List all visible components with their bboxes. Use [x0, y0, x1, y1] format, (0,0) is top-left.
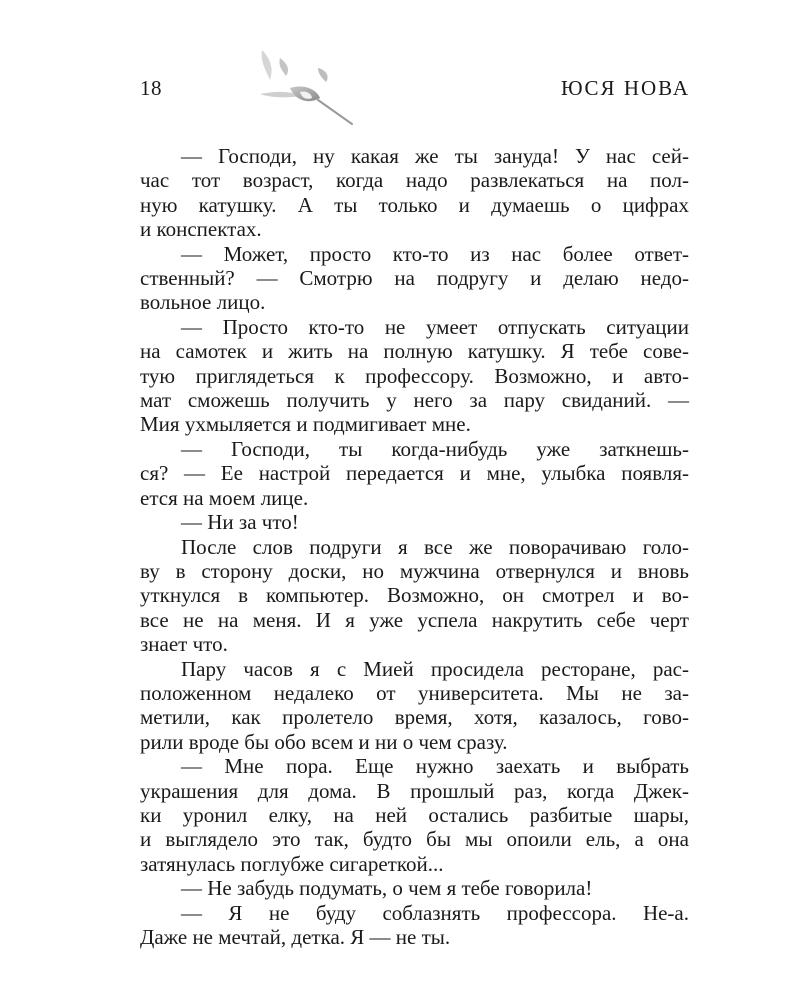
text-line: ву в сторону доски, но мужчина отвернулся и вновь — [140, 558, 689, 583]
text-line: рили вроде бы обо всем и ни о чем сразу. — [140, 729, 508, 754]
text-line: — Не забудь подумать, о чем я тебе говорила! — [181, 876, 593, 901]
text-line: уткнулся в компьютер. Возможно, он смотрел и во- — [140, 583, 689, 608]
paragraph — [140, 535, 689, 657]
text-line: украшения для дома. В прошлый раз, когда Джек- — [140, 778, 689, 803]
body-text — [140, 144, 689, 949]
paragraph — [140, 510, 689, 534]
text-line: ственный? — Смотрю на подругу и делаю недо- — [140, 266, 689, 291]
paragraph — [140, 437, 689, 510]
text-line: метили, как пролетело время, хотя, казалось, гово- — [140, 705, 689, 730]
running-head: ЮСЯ НОВА — [560, 76, 690, 100]
text-line: ную катушку. А ты только и думаешь о цифрах — [140, 192, 689, 217]
text-line: Пару часов я с Мией просидела ресторане, рас- — [181, 656, 689, 681]
text-line: После слов подруги я все же поворачиваю голо- — [181, 534, 689, 559]
text-line: мат сможешь получить у него за пару свиданий. — — [140, 388, 689, 413]
paragraph — [140, 657, 689, 755]
text-line: Мия ухмыляется и подмигивает мне. — [140, 412, 471, 437]
paragraph — [140, 876, 689, 900]
text-line: ется на моем лице. — [140, 485, 309, 510]
text-line: — Господи, ну какая же ты зануда! У нас сей- — [181, 144, 689, 168]
text-line: час тот возраст, когда надо развлекаться на пол- — [140, 168, 689, 193]
paragraph — [140, 315, 689, 437]
text-line: и конспектах. — [140, 217, 262, 242]
paragraph — [140, 144, 689, 242]
text-line: положенном недалеко от университета. Мы не за- — [140, 680, 689, 705]
text-line: знает что. — [140, 632, 228, 657]
text-line: — Господи, ты когда-нибудь уже заткнешь- — [181, 436, 689, 461]
text-line: — Просто кто-то не умеет отпускать ситуации — [181, 314, 689, 339]
text-line: — Мне пора. Еще нужно заехать и выбрать — [181, 754, 689, 779]
text-line: тую приглядеться к профессору. Возможно, и авто- — [140, 363, 689, 388]
text-line: — Ни за что! — [181, 510, 299, 535]
text-line: — Я не буду соблазнять профессора. Не-а. — [181, 900, 689, 925]
text-line: все не на меня. И я уже успела накрутить себе черт — [140, 607, 689, 632]
text-line: Даже не мечтай, детка. Я — не ты. — [140, 925, 451, 949]
feather-flame-ornament-icon — [240, 40, 370, 130]
text-line: вольное лицо. — [140, 290, 266, 315]
text-line: ки уронил елку, на ней остались разбитые шары, — [140, 802, 689, 827]
paragraph — [140, 242, 689, 315]
text-line: ся? — Ее настрой передается и мне, улыбка появля- — [140, 461, 689, 486]
page-number: 18 — [140, 76, 162, 100]
text-line: затянулась поглубже сигареткой... — [140, 851, 444, 876]
text-line: на самотек и жить на полную катушку. Я тебе сове- — [140, 339, 689, 364]
paragraph — [140, 754, 689, 876]
text-line: и выглядело это так, будто бы мы опоили ель, а она — [140, 827, 689, 852]
text-line: — Может, просто кто-то из нас более ответ- — [181, 241, 689, 266]
paragraph — [140, 901, 689, 950]
